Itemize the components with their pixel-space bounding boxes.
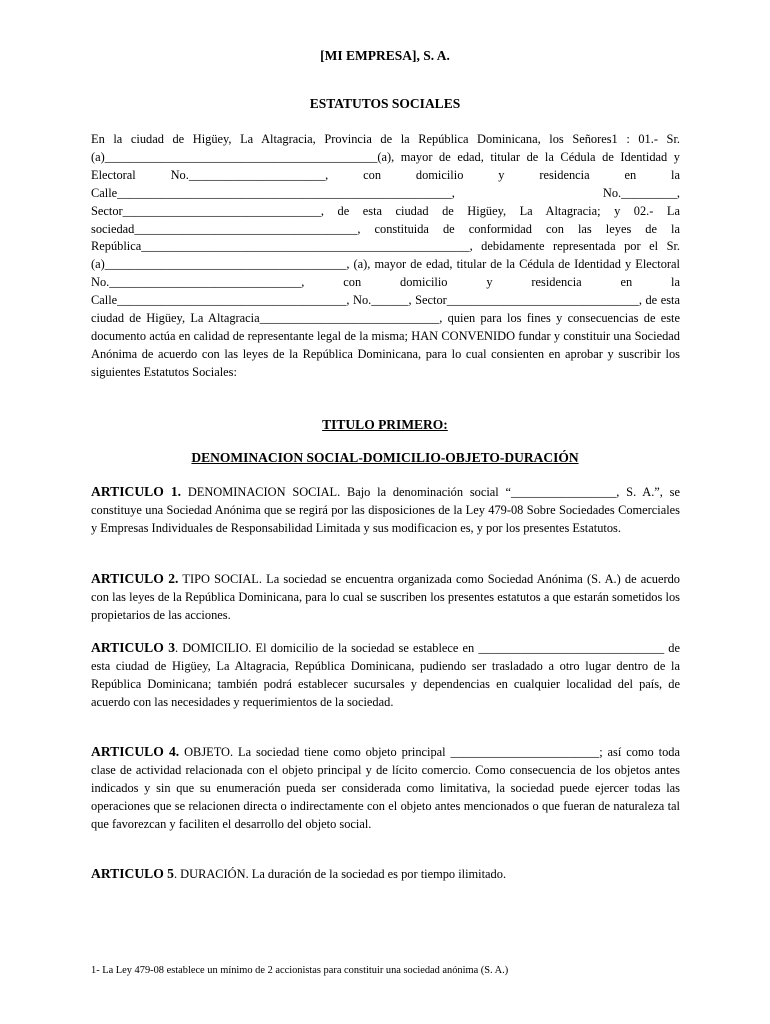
article-heading: ARTICULO 5 [91,866,174,881]
article-body: . DURACIÓN. La duración de la sociedad es por tiempo ilimitado. [173,867,507,881]
intro-paragraph: En la ciudad de Higüey, La Altagracia, Provincia de la República Dominicana, los Señores1 : 01.- Sr.(a)____________________________________________(a), mayor de edad, titular de la Cédula de Identidad y Electoral No.______________________, con domicilio y residencia en la Calle______________________________________________________, No._________, Sector________________________________, de esta ciudad de Higüey, La Altagracia; y 02.- La sociedad____________________________________, constituida de conformidad con las leyes de la República_____________________________________________________, debidamente representada por el Sr.(a)_______________________________________, (a), mayor de edad, titular de la Cédula de Identidad y Electoral No._______________________________, con domicilio y residencia en la Calle_____________________________________, No.______, Sector_______________________________, de esta ciudad de Higüey, La Altagracia_____________________________, quien para los fines y consecuencias de este documento actúa en calidad de representante legal de la misma; HAN CONVENIDO fundar y constituir una Sociedad Anónima de acuerdo con las leyes de la República Dominicana, para lo cual consienten en aprobar y suscribir los siguientes Estatutos Sociales: [91,132,680,379]
article-2 [91,570,680,625]
footnote: 1- La Ley 479-08 establece un mínimo de 2 accionistas para constituir una sociedad anónima (S. A.) [91,965,509,976]
section-title: TITULO PRIMERO: [322,417,448,432]
article-body: . DOMICILIO. El domicilio de la sociedad se establece en ______________________________ de esta ciudad de Higüey, La Altagracia, República Dominicana, pudiendo ser trasladado a otro lugar dentro de la República Dominicana; también podrá establecer sucursales y dependencias en cualquier localidad del país, de acuerdo con las necesidades y requerimientos de la sociedad. [91,641,680,709]
document-title: ESTATUTOS SOCIALES [309,96,461,111]
article-heading: ARTICULO 4. [91,744,180,759]
article-1 [91,483,680,538]
section-subtitle: DENOMINACION SOCIAL-DOMICILIO-OBJETO-DURACIÓN [191,450,579,465]
article-heading: ARTICULO 3 [91,640,175,655]
article-heading: ARTICULO 1. [91,484,182,499]
company-name-heading: [MI EMPRESA], S. A. [320,48,450,63]
article-body: OBJETO. La sociedad tiene como objeto principal ________________________; así como toda clase de actividad relacionada con el objeto principal y de lícito comercio. Como consecuencia de los objetos antes indicados y sin que su enumeración pueda ser considerada como limitativa, la sociedad puede ejercer todas las operaciones que se relacionen directa o indirectamente con el objeto antes mencionados o que fueran de naturaleza tal que favorezcan y faciliten el desarrollo del objeto social. [91,745,680,831]
article-body: DENOMINACION SOCIAL. Bajo la denominación social “_________________, S. A.”, se constituye una Sociedad Anónima que se regirá por las disposiciones de la Ley 479-08 Sobre Sociedades Comerciales y Empresas Individuales de Responsabilidad Limitada y sus modificacion es, y por los presentes Estatutos. [91,485,680,535]
article-5 [91,865,680,884]
article-body: TIPO SOCIAL. La sociedad se encuentra organizada como Sociedad Anónima (S. A.) de acuerdo con las leyes de la República Dominicana, para lo cual se suscriben los presentes estatutos a que estarán sometidos los propietarios de las acciones. [91,572,680,622]
article-4 [91,743,680,834]
article-3 [91,639,680,712]
article-heading: ARTICULO 2. [91,571,179,586]
